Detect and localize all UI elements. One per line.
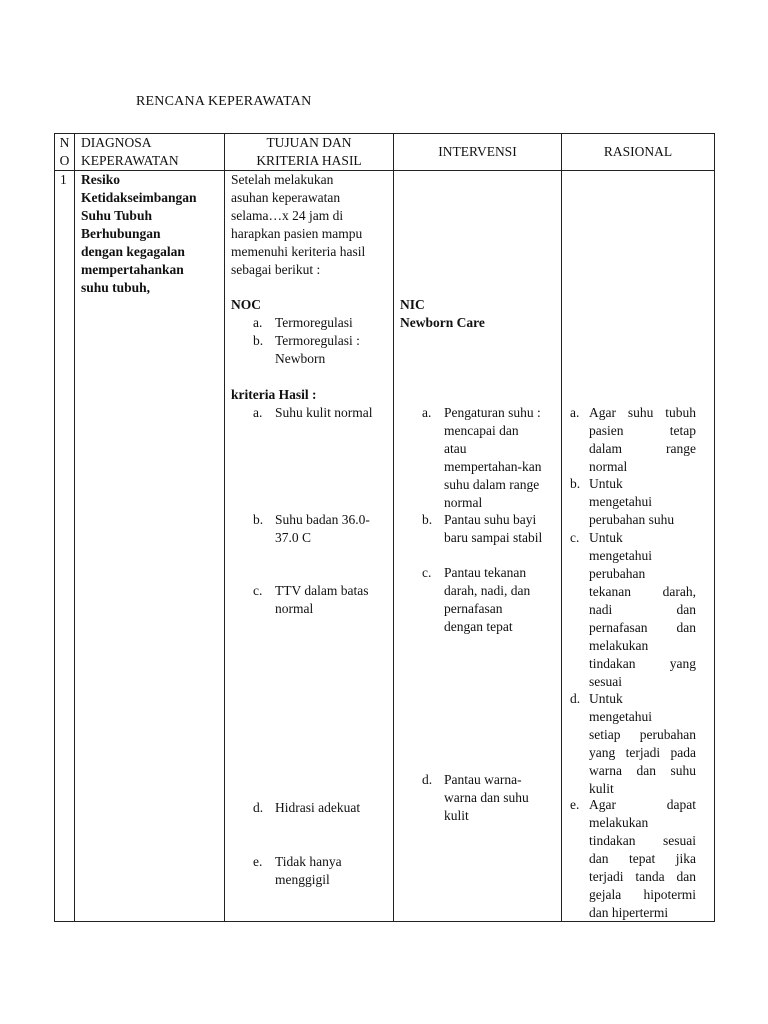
intervensi-item-text: darah, nadi, dan: [444, 583, 531, 598]
diagnosa-line: Ketidakseimbangan: [81, 190, 197, 205]
kriteria-item-text: normal: [275, 601, 314, 616]
rasional-item-marker: c.: [570, 530, 580, 545]
noc-item-text: Newborn: [275, 351, 326, 366]
intervensi-item-text: Pengaturan suhu :: [444, 405, 541, 420]
row-number: 1: [60, 172, 67, 187]
intervensi-item-text: mencapai dan: [444, 423, 519, 438]
intervensi-item-marker: a.: [422, 405, 432, 420]
rasional-item-text: Untuk: [589, 691, 623, 706]
tujuan-intro-line: harapkan pasien mampu: [231, 226, 363, 241]
header-no: [55, 134, 75, 171]
diagnosa-line: Berhubungan: [81, 226, 161, 241]
rasional-item-text: gejala hipotermi: [589, 887, 696, 902]
noc-item-text: Termoregulasi: [275, 315, 353, 330]
rasional-item-text: perubahan: [589, 566, 646, 581]
diagnosa-line: Resiko: [81, 172, 121, 187]
header-diagnosa-line: KEPERAWATAN: [81, 153, 179, 168]
header-tujuan-line: TUJUAN DAN: [266, 135, 352, 150]
rasional-item-text: tindakan yang: [589, 656, 696, 671]
table-header-row: [55, 134, 715, 171]
rasional-item-text: yang terjadi pada: [589, 745, 696, 760]
rasional-item-text: warna dan suhu: [589, 763, 696, 778]
header-intervensi: INTERVENSI: [394, 134, 562, 171]
rasional-item-text: pasien tetap: [589, 423, 696, 438]
intervensi-item-text: dengan tepat: [444, 619, 513, 634]
intervensi-item-text: suhu dalam range: [444, 477, 540, 492]
rasional-item-text: dan hipertermi: [589, 905, 669, 920]
cell-no: [55, 171, 75, 922]
tujuan-intro-line: sebagai berikut :: [231, 262, 321, 277]
intervensi-item-text: Pantau tekanan: [444, 565, 527, 580]
kriteria-item-text: menggigil: [275, 872, 330, 887]
header-diagnosa: [75, 134, 225, 171]
header-rasional: RASIONAL: [562, 134, 715, 171]
tujuan-intro-line: memenuhi keriteria hasil: [231, 244, 366, 259]
header-diagnosa-line: DIAGNOSA: [81, 135, 152, 150]
diagnosa-line: suhu tubuh,: [81, 280, 151, 295]
intervensi-item-marker: d.: [422, 772, 433, 787]
rasional-item-text: dalam range: [589, 441, 696, 456]
rasional-item-text: tindakan sesuai: [589, 833, 696, 848]
cell-intervensi: [394, 171, 562, 922]
kriteria-item-marker: d.: [253, 800, 264, 815]
kriteria-item-text: Suhu kulit normal: [275, 405, 373, 420]
tujuan-intro-line: Setelah melakukan: [231, 172, 334, 187]
intervensi-item-text: kulit: [444, 808, 469, 823]
diagnosa-line: mempertahankan: [81, 262, 184, 277]
intervensi-item-text: Pantau suhu bayi: [444, 512, 537, 527]
intervensi-item-text: pernafasan: [444, 601, 503, 616]
rasional-item-text: kulit: [589, 781, 614, 796]
noc-label: NOC: [231, 297, 261, 312]
intervensi-item-text: atau: [444, 441, 467, 456]
diagnosa-line: Suhu Tubuh: [81, 208, 152, 223]
nic-label: NIC: [400, 297, 425, 312]
noc-item-marker: a.: [253, 315, 263, 330]
rasional-item-text: Untuk: [589, 476, 623, 491]
nic-sub-label: Newborn Care: [400, 315, 485, 330]
header-no-line: N: [59, 135, 70, 150]
rasional-item-text: dan tepat jika: [589, 851, 696, 866]
diagnosa-line: dengan kegagalan: [81, 244, 185, 259]
kriteria-item-text: Suhu badan 36.0-: [275, 512, 370, 527]
rasional-item-text: mengetahui: [589, 709, 652, 724]
document-title: RENCANA KEPERAWATAN: [136, 94, 312, 109]
tujuan-intro-line: asuhan keperawatan: [231, 190, 341, 205]
rasional-item-text: setiap perubahan: [589, 727, 696, 742]
kriteria-item-marker: a.: [253, 405, 263, 420]
header-tujuan: [225, 134, 394, 171]
tujuan-intro-line: selama…x 24 jam di: [231, 208, 344, 223]
rasional-item-text: melakukan: [589, 638, 649, 653]
intervensi-item-text: normal: [444, 495, 483, 510]
rasional-item-text: sesuai: [589, 674, 622, 689]
intervensi-item-text: warna dan suhu: [444, 790, 529, 805]
care-plan-table: [54, 133, 715, 922]
rasional-item-text: melakukan: [589, 815, 649, 830]
rasional-item-text: pernafasan dan: [589, 620, 696, 635]
kriteria-item-text: Hidrasi adekuat: [275, 800, 361, 815]
rasional-item-text: mengetahui: [589, 548, 652, 563]
kriteria-label: kriteria Hasil :: [231, 387, 317, 402]
kriteria-item-marker: b.: [253, 512, 264, 527]
intervensi-item-text: mempertahan-kan: [444, 459, 542, 474]
intervensi-item-marker: c.: [422, 565, 432, 580]
rasional-item-text: tekanan darah,: [589, 584, 696, 599]
cell-diagnosa: [75, 171, 225, 922]
rasional-item-marker: e.: [570, 797, 580, 812]
header-tujuan-line: KRITERIA HASIL: [256, 153, 362, 168]
kriteria-item-marker: e.: [253, 854, 263, 869]
intervensi-item-marker: b.: [422, 512, 433, 527]
kriteria-item-text: Tidak hanya: [275, 854, 342, 869]
cell-rasional: [562, 171, 715, 922]
rasional-item-marker: b.: [570, 476, 581, 491]
rasional-item-text: Agar dapat: [589, 797, 696, 812]
header-no-line: O: [59, 153, 70, 168]
rasional-item-text: mengetahui: [589, 494, 652, 509]
rasional-item-text: terjadi tanda dan: [589, 869, 696, 884]
noc-item-text: Termoregulasi :: [275, 333, 360, 348]
kriteria-item-text: 37.0 C: [275, 530, 312, 545]
rasional-item-text: Agar suhu tubuh: [589, 405, 696, 420]
cell-tujuan: [225, 171, 394, 922]
rasional-item-text: normal: [589, 459, 628, 474]
rasional-item-text: perubahan suhu: [589, 512, 675, 527]
intervensi-item-text: baru sampai stabil: [444, 530, 543, 545]
intervensi-item-text: Pantau warna-: [444, 772, 522, 787]
rasional-item-text: nadi dan: [589, 602, 696, 617]
table-row: [55, 171, 715, 922]
rasional-item-text: Untuk: [589, 530, 623, 545]
rasional-item-marker: d.: [570, 691, 581, 706]
rasional-item-marker: a.: [570, 405, 580, 420]
noc-item-marker: b.: [253, 333, 264, 348]
kriteria-item-marker: c.: [253, 583, 263, 598]
kriteria-item-text: TTV dalam batas: [275, 583, 369, 598]
